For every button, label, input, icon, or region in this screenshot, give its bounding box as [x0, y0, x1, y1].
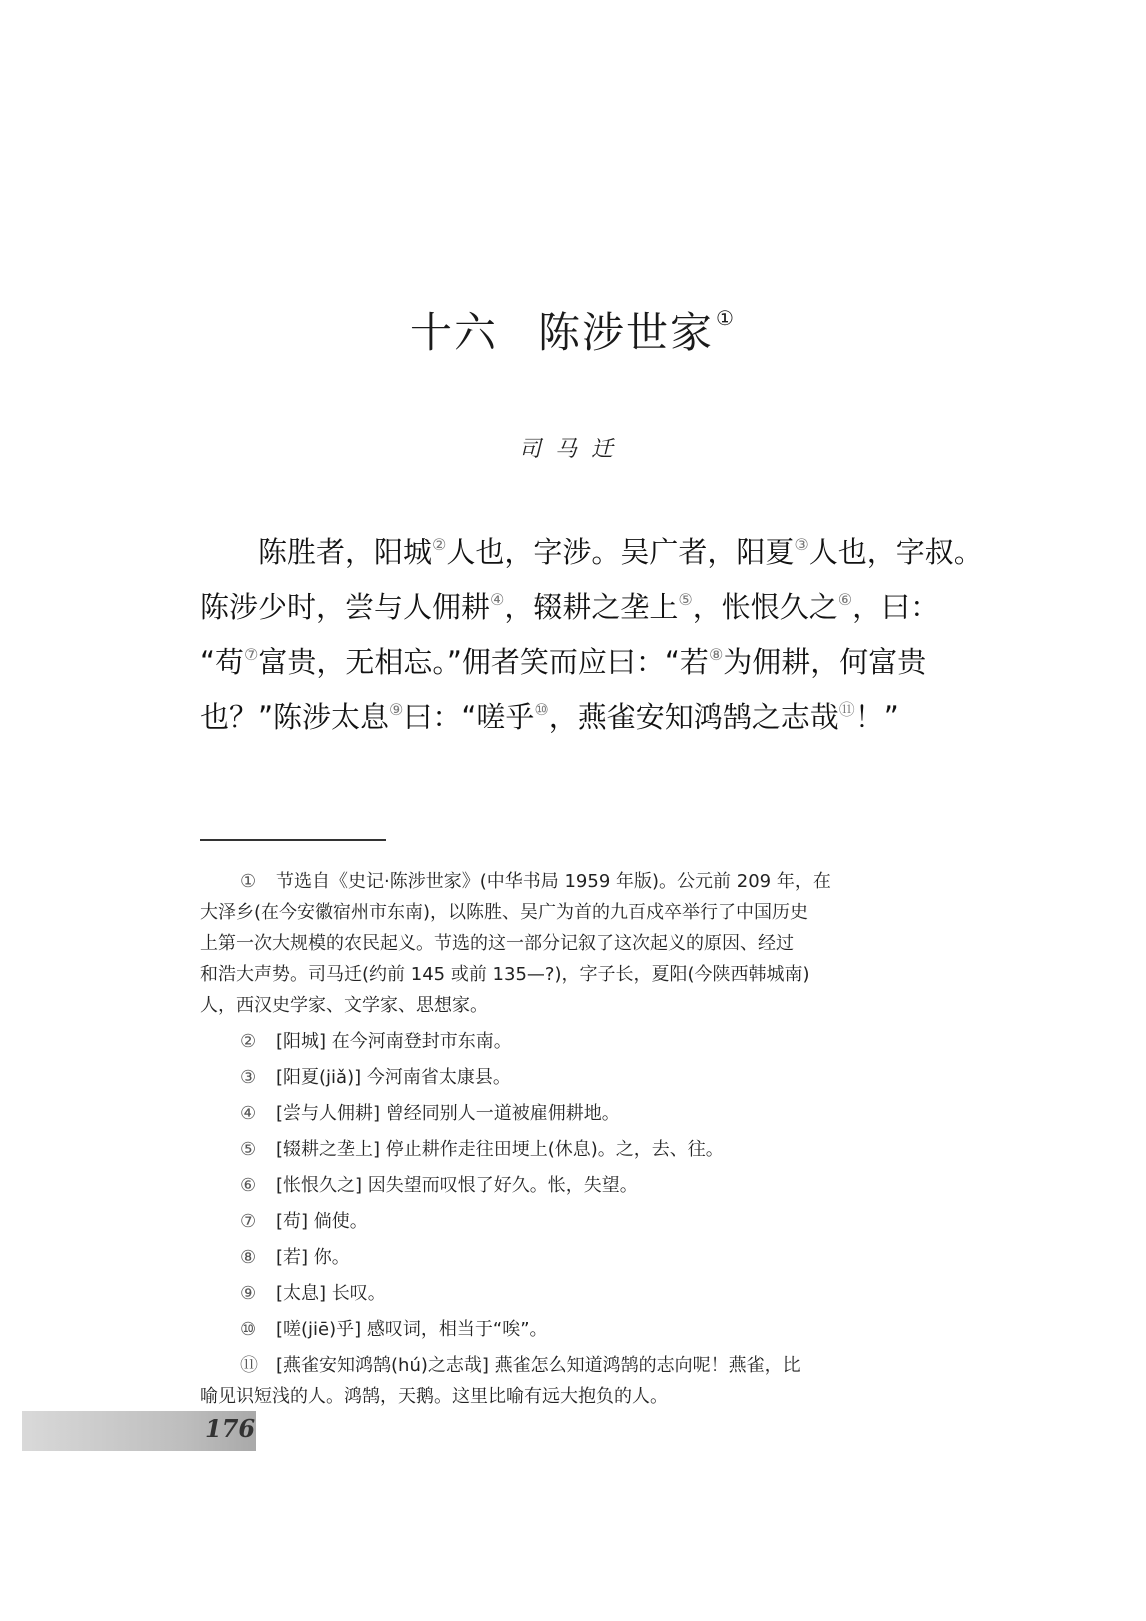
- footnote-ref-marker: ③: [794, 535, 809, 554]
- footnote-item: [200, 1242, 946, 1273]
- footnote-ref-marker: ⑤: [678, 590, 693, 609]
- footnote-number: ⑧: [240, 1247, 257, 1268]
- footnote-line: [200, 897, 946, 928]
- footnote-text: [阳夏(jiǎ)] 今河南省太康县。: [276, 1067, 511, 1088]
- footnote-item: [200, 1062, 946, 1093]
- footnote-item: [200, 1350, 946, 1412]
- footnote-line: [200, 1350, 946, 1381]
- footnote-text: [太息] 长叹。: [276, 1283, 386, 1304]
- paragraph-text: ，燕雀安知鸿鹄之志哉: [548, 700, 839, 734]
- footnote-line: [200, 1314, 946, 1345]
- footnote-line: [200, 928, 946, 959]
- footnote-line: [200, 959, 946, 990]
- footnote-number: ②: [240, 1031, 257, 1052]
- footnotes: [200, 866, 946, 1417]
- footnote-text: [辍耕之垄上] 停止耕作走往田埂上(休息)。之，去、往。: [276, 1139, 724, 1160]
- footnote-number: ③: [240, 1067, 257, 1088]
- paragraph-text: “苟: [200, 645, 245, 679]
- footnote-ref-marker: ⑪: [838, 700, 855, 719]
- footnote-line: [200, 1170, 946, 1201]
- paragraph-line: [200, 686, 946, 741]
- paragraph-text: 曰：“嗟乎: [403, 700, 535, 734]
- chapter-title-text: 陈涉世家: [538, 308, 715, 357]
- footnote-line: [200, 990, 946, 1021]
- footnote-item: [200, 1314, 946, 1345]
- paragraph-line: [200, 631, 946, 686]
- paragraph-text: ，怅恨久之: [692, 590, 838, 624]
- paragraph-text: 为佣耕，何富贵: [723, 645, 927, 679]
- footnote-text: 大泽乡(在今安徽宿州市东南)，以陈胜、吴广为首的九百戍卒举行了中国历史: [200, 902, 809, 923]
- page-number: 176: [205, 1414, 256, 1443]
- footnote-text: 人，西汉史学家、文学家、思想家。: [200, 995, 488, 1016]
- footnote-number: ⑤: [240, 1139, 257, 1160]
- chapter-number: 十六: [410, 308, 499, 357]
- footnote-number: ⑨: [240, 1283, 257, 1304]
- footnote-item: [200, 1134, 946, 1165]
- paragraph-text: 人也，字叔。: [808, 535, 983, 569]
- paragraph-line: [200, 576, 946, 631]
- footnote-line: [200, 1381, 946, 1412]
- footnote-text: 节选自《史记·陈涉世家》(中华书局 1959 年版)。公元前 209 年，在: [276, 871, 831, 892]
- paragraph-text: 陈胜者，阳城: [258, 535, 433, 569]
- footnote-text: 喻见识短浅的人。鸿鹄，天鹅。这里比喻有远大抱负的人。: [200, 1386, 668, 1407]
- footnote-text: [若] 你。: [276, 1247, 350, 1268]
- footnote-line: [200, 1026, 946, 1057]
- paragraph-text: ，曰：: [852, 590, 940, 624]
- footnote-item: [200, 1278, 946, 1309]
- footnote-ref-marker: ⑩: [534, 700, 549, 719]
- footnote-text: 和浩大声势。司马迁(约前 145 或前 135—?)，字子长，夏阳(今陕西韩城南): [200, 964, 810, 985]
- footnote-text: [怅恨久之] 因失望而叹恨了好久。怅，失望。: [276, 1175, 638, 1196]
- footnote-item: [200, 1098, 946, 1129]
- footnote-item: [200, 866, 946, 1021]
- author-name: 司马迁: [518, 437, 627, 462]
- footnote-text: [阳城] 在今河南登封市东南。: [276, 1031, 512, 1052]
- footnote-item: [200, 1026, 946, 1057]
- paragraph-text: 人也，字涉。吴广者，阳夏: [446, 535, 795, 569]
- footnote-line: [200, 1062, 946, 1093]
- footnote-ref-marker: ⑥: [837, 590, 853, 609]
- footnote-line: [200, 1098, 946, 1129]
- footnote-ref-marker: ④: [490, 590, 505, 609]
- footnote-text: [嗟(jiē)乎] 感叹词，相当于“唉”。: [276, 1319, 548, 1340]
- footnote-number: ④: [240, 1103, 257, 1124]
- paragraph-text: ！”: [854, 700, 899, 734]
- paragraph-line: [200, 521, 983, 576]
- footnote-line: [200, 866, 946, 897]
- footnote-line: [200, 1242, 946, 1273]
- paragraph-text: 也？”陈涉太息: [200, 700, 390, 734]
- footnote-line: [200, 1278, 946, 1309]
- footnote-ref-marker: ⑧: [708, 645, 724, 664]
- footnote-number: ⑥: [240, 1175, 257, 1196]
- chapter-title: [0, 300, 1146, 360]
- footnote-line: [200, 1134, 946, 1165]
- footnote-ref-marker: ②: [432, 535, 447, 554]
- paragraph-text: ，辍耕之垄上: [504, 590, 679, 624]
- paragraph-text: 富贵，无相忘。”佣者笑而应曰：“若: [258, 645, 709, 679]
- footnote-ref-marker: ⑨: [389, 700, 404, 719]
- footnote-text: [燕雀安知鸿鹄(hú)之志哉] 燕雀怎么知道鸿鹄的志向呢！燕雀，比: [276, 1355, 801, 1376]
- footnote-number: ⑪: [240, 1355, 258, 1376]
- footnote-item: [200, 1206, 946, 1237]
- title-footnote-marker: ①: [716, 306, 736, 330]
- footnote-item: [200, 1170, 946, 1201]
- paragraph-text: 陈涉少时，尝与人佣耕: [200, 590, 491, 624]
- footnote-ref-marker: ⑦: [244, 645, 259, 664]
- footnote-text: [苟] 倘使。: [276, 1211, 368, 1232]
- footnote-text: [尝与人佣耕] 曾经同别人一道被雇佣耕地。: [276, 1103, 620, 1124]
- footnote-divider: [200, 839, 386, 841]
- footnote-text: 上第一次大规模的农民起义。节选的这一部分记叙了这次起义的原因、经过: [200, 933, 794, 954]
- footnote-number: ⑩: [240, 1319, 257, 1340]
- main-paragraph: [200, 521, 983, 741]
- footnote-number: ①: [240, 871, 257, 892]
- footnote-number: ⑦: [240, 1211, 257, 1232]
- footnote-line: [200, 1206, 946, 1237]
